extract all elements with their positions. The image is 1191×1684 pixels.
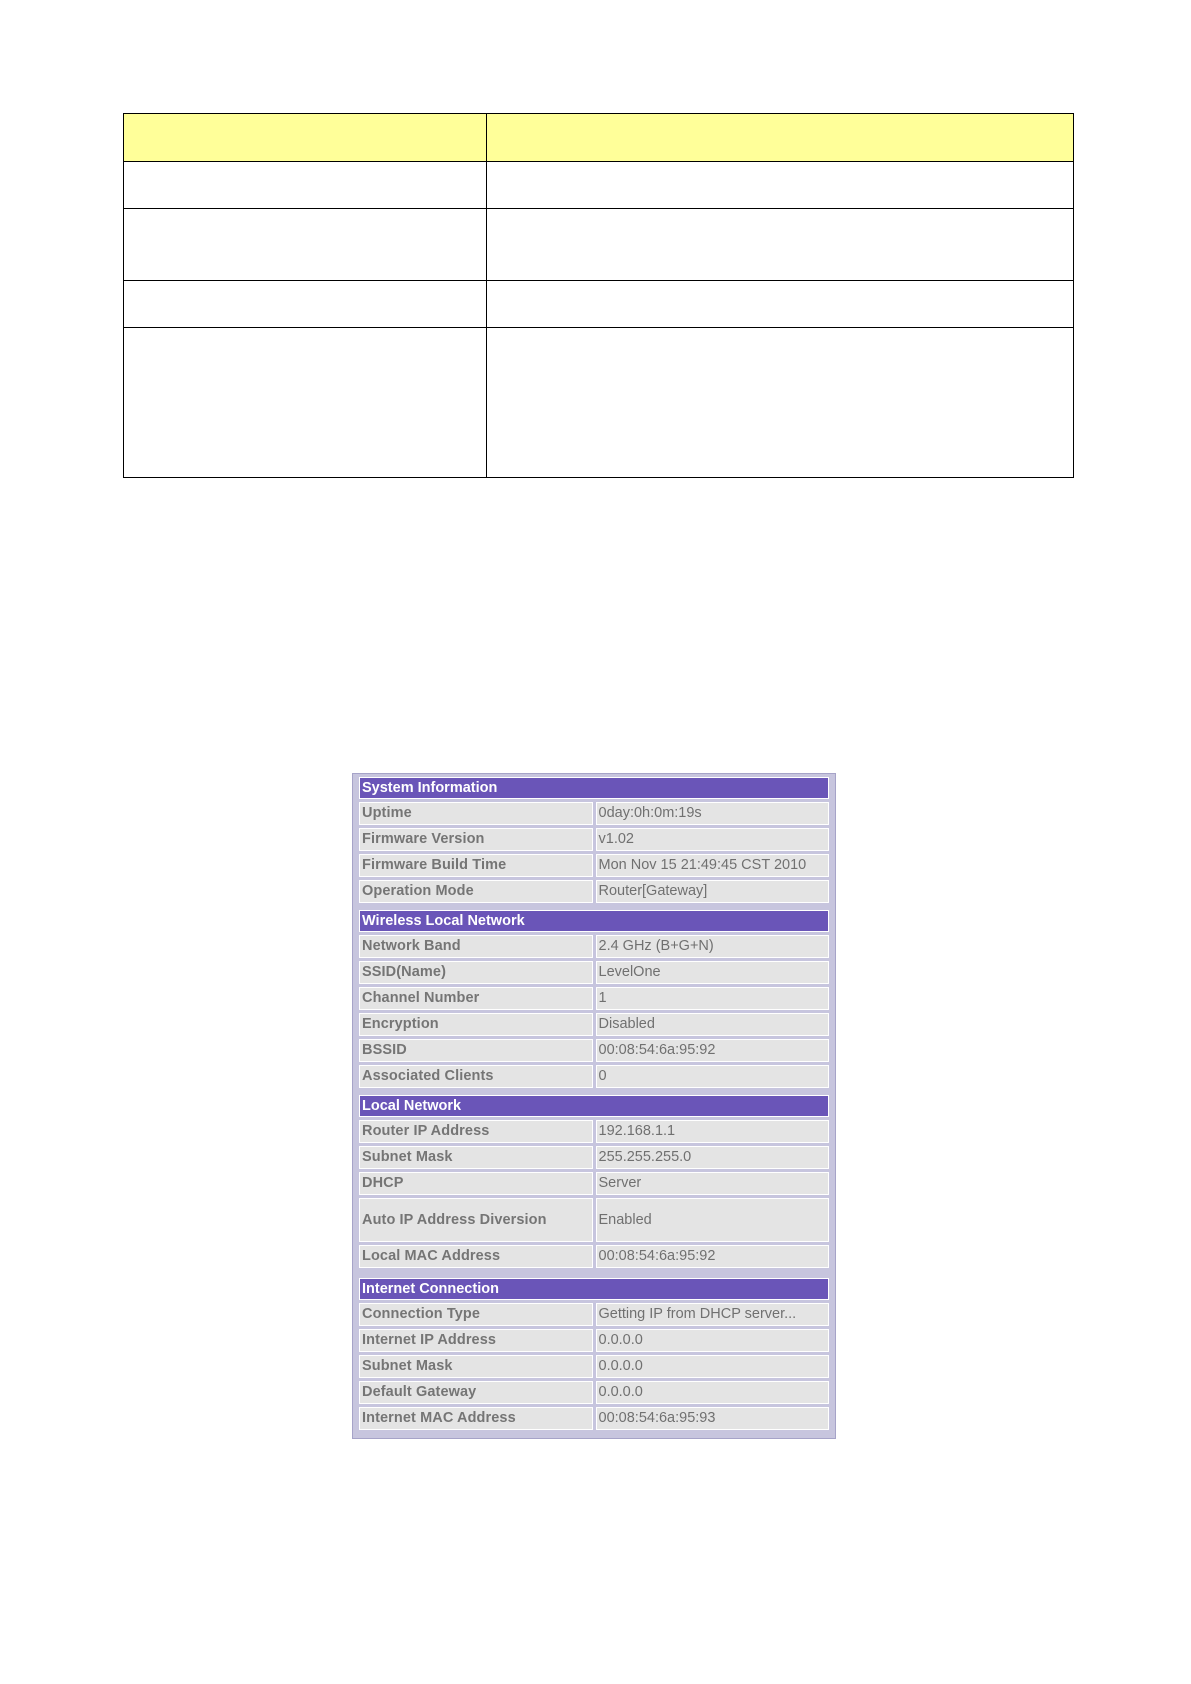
document-table-header-row — [124, 114, 1074, 162]
document-table-row — [124, 328, 1074, 478]
status-label: Associated Clients — [359, 1065, 593, 1088]
status-row-associated-clients — [359, 1065, 829, 1088]
status-label: Internet MAC Address — [359, 1407, 593, 1430]
document-table-cell — [487, 162, 1074, 209]
status-row-dhcp — [359, 1172, 829, 1195]
status-row-connection-type — [359, 1303, 829, 1326]
status-label: Connection Type — [359, 1303, 593, 1326]
status-row-subnet-mask — [359, 1355, 829, 1378]
status-row-auto-ip-address-diversion — [359, 1198, 829, 1242]
section-header: Wireless Local Network — [359, 910, 829, 932]
document-table-cell — [487, 328, 1074, 478]
section-header: Internet Connection — [359, 1278, 829, 1300]
status-value: 2.4 GHz (B+G+N) — [596, 935, 830, 958]
document-table-header-cell — [124, 114, 487, 162]
section-header: System Information — [359, 777, 829, 799]
status-label: Encryption — [359, 1013, 593, 1036]
status-value: Disabled — [596, 1013, 830, 1036]
status-label: BSSID — [359, 1039, 593, 1062]
status-row-network-band — [359, 935, 829, 958]
status-label: Channel Number — [359, 987, 593, 1010]
document-table-cell — [487, 209, 1074, 281]
document-table-cell — [124, 281, 487, 328]
status-value: 0day:0h:0m:19s — [596, 802, 830, 825]
section-header-row — [359, 1278, 829, 1300]
status-value: 00:08:54:6a:95:93 — [596, 1407, 830, 1430]
status-value: Enabled — [596, 1198, 830, 1242]
status-label: Network Band — [359, 935, 593, 958]
document-table — [123, 113, 1074, 478]
document-table-cell — [124, 209, 487, 281]
status-row-ssid — [359, 961, 829, 984]
status-row-subnet-mask — [359, 1146, 829, 1169]
status-label: Auto IP Address Diversion — [359, 1198, 593, 1242]
status-value: Server — [596, 1172, 830, 1195]
wireless-local-network-section — [356, 907, 832, 1091]
status-value: v1.02 — [596, 828, 830, 851]
section-header-row — [359, 1095, 829, 1117]
status-value: 1 — [596, 987, 830, 1010]
document-table-row — [124, 281, 1074, 328]
status-label: Internet IP Address — [359, 1329, 593, 1352]
system-information-section — [356, 774, 832, 906]
status-label: Uptime — [359, 802, 593, 825]
status-row-operation-mode — [359, 880, 829, 903]
status-label: Subnet Mask — [359, 1355, 593, 1378]
status-row-bssid — [359, 1039, 829, 1062]
status-value: 0.0.0.0 — [596, 1355, 830, 1378]
status-value: LevelOne — [596, 961, 830, 984]
status-label: DHCP — [359, 1172, 593, 1195]
status-value: 0.0.0.0 — [596, 1329, 830, 1352]
status-value: 192.168.1.1 — [596, 1120, 830, 1143]
status-value: 00:08:54:6a:95:92 — [596, 1039, 830, 1062]
status-value: 00:08:54:6a:95:92 — [596, 1245, 830, 1268]
status-row-channel-number — [359, 987, 829, 1010]
status-value: Getting IP from DHCP server... — [596, 1303, 830, 1326]
status-label: Operation Mode — [359, 880, 593, 903]
status-row-default-gateway — [359, 1381, 829, 1404]
status-row-firmware-version — [359, 828, 829, 851]
status-row-internet-ip-address — [359, 1329, 829, 1352]
status-row-firmware-build-time — [359, 854, 829, 877]
document-table-cell — [124, 162, 487, 209]
router-status-panel — [352, 773, 836, 1439]
status-label: Router IP Address — [359, 1120, 593, 1143]
document-table-row — [124, 209, 1074, 281]
document-table-header-cell — [487, 114, 1074, 162]
document-table-cell — [124, 328, 487, 478]
status-label: SSID(Name) — [359, 961, 593, 984]
status-value: 0 — [596, 1065, 830, 1088]
status-row-uptime — [359, 802, 829, 825]
section-header-row — [359, 777, 829, 799]
status-row-router-ip-address — [359, 1120, 829, 1143]
local-network-section — [356, 1092, 832, 1271]
status-label: Firmware Build Time — [359, 854, 593, 877]
section-header-row — [359, 910, 829, 932]
status-row-encryption — [359, 1013, 829, 1036]
status-label: Subnet Mask — [359, 1146, 593, 1169]
status-row-internet-mac-address — [359, 1407, 829, 1430]
status-value: Mon Nov 15 21:49:45 CST 2010 — [596, 854, 830, 877]
status-value: 255.255.255.0 — [596, 1146, 830, 1169]
status-label: Default Gateway — [359, 1381, 593, 1404]
document-table-row — [124, 162, 1074, 209]
status-row-local-mac-address — [359, 1245, 829, 1268]
internet-connection-section — [356, 1275, 832, 1433]
status-value: 0.0.0.0 — [596, 1381, 830, 1404]
status-label: Firmware Version — [359, 828, 593, 851]
section-header: Local Network — [359, 1095, 829, 1117]
document-table-cell — [487, 281, 1074, 328]
status-value: Router[Gateway] — [596, 880, 830, 903]
status-label: Local MAC Address — [359, 1245, 593, 1268]
